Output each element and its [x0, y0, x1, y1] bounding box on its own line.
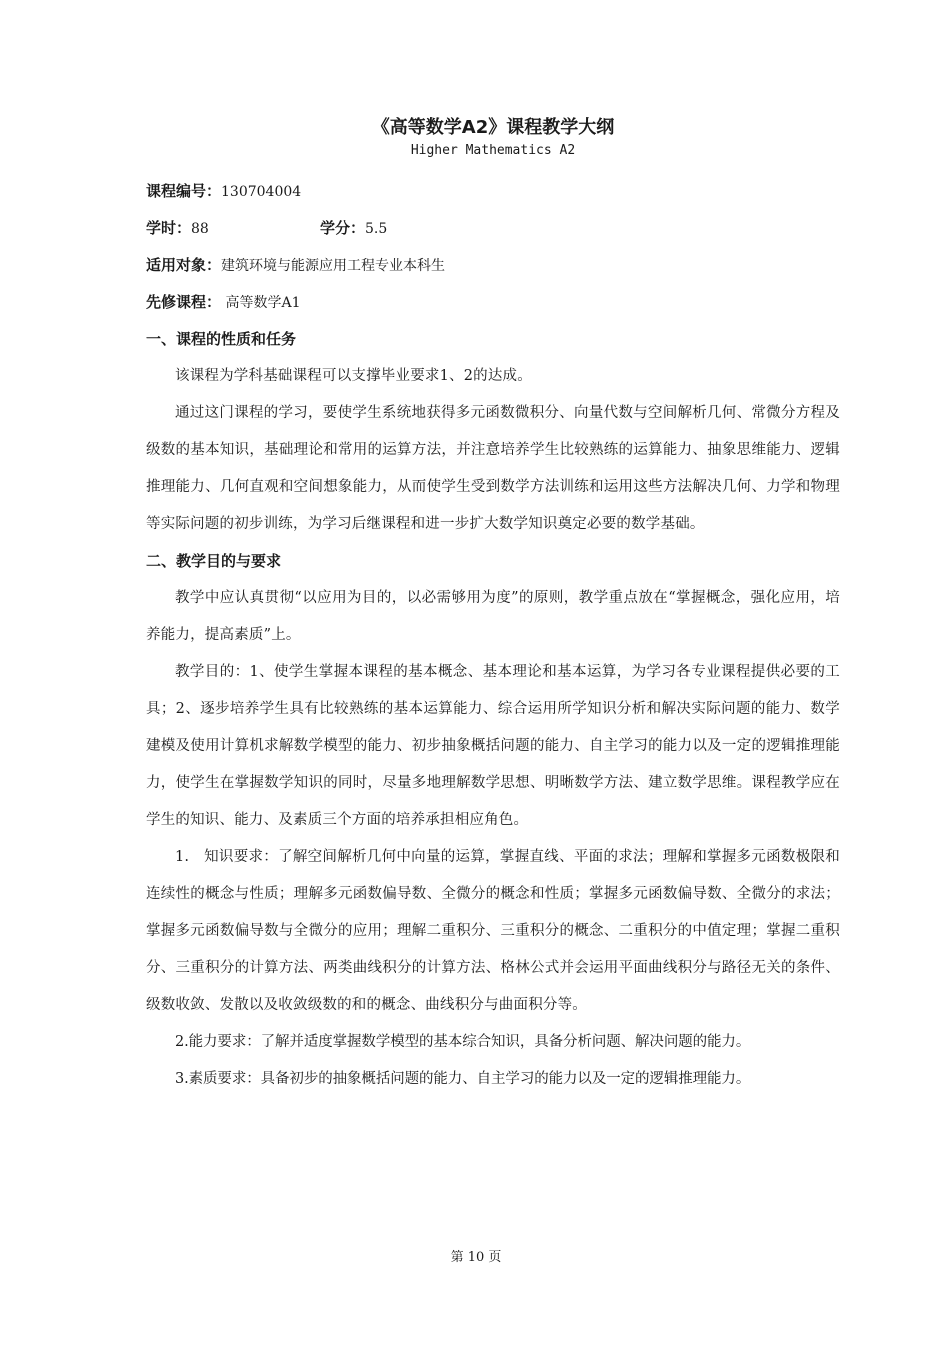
document-subtitle: Higher Mathematics A2 [410, 143, 576, 158]
course-code-line [146, 173, 840, 210]
page-content [146, 115, 840, 1098]
prereq-line [146, 284, 840, 321]
hours-label: 学时： [146, 219, 192, 237]
course-code-label: 课程编号： [146, 182, 222, 200]
section-heading: 一、课程的性质和任务 [146, 330, 297, 348]
document-title: 《高等数学A2》课程教学大纲 [371, 117, 615, 138]
audience-value: 建筑环境与能源应用工程专业本科生 [221, 258, 446, 274]
hours-value: 88 [191, 221, 209, 237]
credits-value: 5.5 [365, 221, 388, 237]
section-objectives [146, 543, 840, 1098]
credits-label: 学分： [320, 219, 366, 237]
hours-credits-line [146, 210, 840, 247]
paragraph: 3.素质要求：具备初步的抽象概括问题的能力、自主学习的能力以及一定的逻辑推理能力。 [175, 1071, 751, 1087]
page-number: 第 10 页 [450, 1250, 502, 1265]
section-nature [146, 321, 840, 543]
section-heading: 二、教学目的与要求 [146, 552, 282, 570]
paragraph: 教学中应认真贯彻“以应用为目的，以必需够用为度”的原则，教学重点放在“掌握概念，强化应用，培养能力，提高素质”上。 [146, 590, 840, 643]
prereq-value: 高等数学A1 [221, 295, 301, 311]
course-code-value: 130704004 [221, 184, 302, 200]
paragraph: 2.能力要求：了解并适度掌握数学模型的基本综合知识，具备分析问题、解决问题的能力。 [175, 1034, 751, 1050]
paragraph: 通过这门课程的学习，要使学生系统地获得多元函数微积分、向量代数与空间解析几何、常微分方程及级数的基本知识，基础理论和常用的运算方法，并注意培养学生比较熟练的运算能力、抽象思维能力、逻辑推理能力、几何直观和空间想象能力，从而使学生受到数学方法训练和运用这些方法解决几何、力学和物理等实际问题的初步训练，为学习后继课程和进一步扩大数学知识奠定必要的数学基础。 [146, 405, 840, 532]
paragraph: 该课程为学科基础课程可以支撑毕业要求1、2的达成。 [175, 368, 532, 384]
audience-line [146, 247, 840, 284]
audience-label: 适用对象： [146, 256, 222, 274]
paragraph: 1. 知识要求：了解空间解析几何中向量的运算，掌握直线、平面的求法；理解和掌握多元函数极限和连续性的概念与性质；理解多元函数偏导数、全微分的概念和性质；掌握多元函数偏导数、全微分的求法；掌握多元函数偏导数与全微分的应用；理解二重积分、三重积分的概念、二重积分的中值定理；掌握二重积分、三重积分的计算方法、两类曲线积分的计算方法、格林公式并会运用平面曲线积分与路径无关的条件、级数收敛、发散以及收敛级数的和的概念、曲线积分与曲面积分等。 [146, 849, 840, 1013]
prereq-label: 先修课程： [146, 293, 222, 311]
paragraph: 教学目的：1、使学生掌握本课程的基本概念、基本理论和基本运算，为学习各专业课程提供必要的工具；2、逐步培养学生具有比较熟练的基本运算能力、综合运用所学知识分析和解决实际问题的能力、数学建模及使用计算机求解数学模型的能力、初步抽象概括问题的能力、自主学习的能力以及一定的逻辑推理能力，使学生在掌握数学知识的同时，尽量多地理解数学思想、明晰数学方法、建立数学思维。课程教学应在学生的知识、能力、及素质三个方面的培养承担相应角色。 [146, 664, 840, 828]
credits-block [320, 210, 387, 248]
